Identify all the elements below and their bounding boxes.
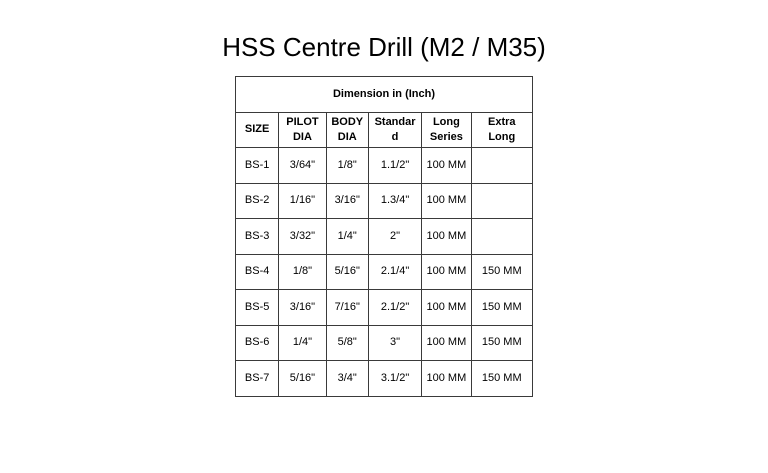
- cell-body-dia: 1/4": [326, 219, 368, 255]
- header-line: Long: [488, 130, 516, 143]
- header-pilot-dia: [279, 112, 326, 148]
- cell-size: BS-4: [236, 254, 279, 290]
- cell-long-series: 100 MM: [422, 325, 471, 361]
- cell-long-series: 100 MM: [422, 290, 471, 326]
- cell-extra-long: [471, 219, 532, 255]
- cell-body-dia: 1/8": [326, 148, 368, 184]
- table-body: [236, 148, 533, 397]
- page-title: HSS Centre Drill (M2 / M35): [222, 32, 546, 62]
- cell-extra-long: [471, 148, 532, 184]
- table-row: [236, 254, 533, 290]
- header-size: [236, 112, 279, 148]
- cell-pilot-dia: 3/64": [279, 148, 326, 184]
- cell-standard: 3": [368, 325, 421, 361]
- cell-pilot-dia: 3/32": [279, 219, 326, 255]
- table-row: [236, 290, 533, 326]
- header-line: Standar: [374, 115, 416, 128]
- cell-long-series: 100 MM: [422, 183, 471, 219]
- header-line: BODY: [331, 115, 364, 128]
- cell-extra-long: 150 MM: [471, 254, 532, 290]
- cell-pilot-dia: 5/16": [279, 361, 326, 397]
- header-line: DIA: [292, 130, 312, 143]
- cell-extra-long: 150 MM: [471, 290, 532, 326]
- cell-size: BS-6: [236, 325, 279, 361]
- cell-size: BS-7: [236, 361, 279, 397]
- cell-size: BS-3: [236, 219, 279, 255]
- header-long-series: [422, 112, 471, 148]
- cell-body-dia: 3/4": [326, 361, 368, 397]
- table-row: [236, 219, 533, 255]
- header-line: d: [391, 130, 399, 143]
- header-line: Series: [429, 130, 463, 143]
- cell-body-dia: 7/16": [326, 290, 368, 326]
- header-line: PILOT: [286, 115, 319, 128]
- group-header-row: [236, 77, 533, 113]
- cell-standard: 2.1/4": [368, 254, 421, 290]
- cell-size: BS-1: [236, 148, 279, 184]
- cell-standard: 1.3/4": [368, 183, 421, 219]
- cell-pilot-dia: 1/4": [279, 325, 326, 361]
- table-row: [236, 148, 533, 184]
- cell-body-dia: 5/8": [326, 325, 368, 361]
- header-line: Long: [432, 115, 460, 128]
- header-body-dia: [326, 112, 368, 148]
- group-header: Dimension in (Inch): [236, 77, 533, 113]
- cell-body-dia: 3/16": [326, 183, 368, 219]
- cell-standard: 3.1/2": [368, 361, 421, 397]
- cell-extra-long: [471, 183, 532, 219]
- cell-size: BS-2: [236, 183, 279, 219]
- cell-size: BS-5: [236, 290, 279, 326]
- cell-standard: 2": [368, 219, 421, 255]
- cell-body-dia: 5/16": [326, 254, 368, 290]
- column-header-row: [236, 112, 533, 148]
- header-line: Extra: [488, 115, 516, 128]
- cell-standard: 2.1/2": [368, 290, 421, 326]
- cell-long-series: 100 MM: [422, 148, 471, 184]
- cell-pilot-dia: 1/8": [279, 254, 326, 290]
- table-row: [236, 361, 533, 397]
- header-standard: [368, 112, 421, 148]
- cell-extra-long: 150 MM: [471, 325, 532, 361]
- cell-standard: 1.1/2": [368, 148, 421, 184]
- header-line: SIZE: [244, 123, 270, 136]
- dimension-table: [235, 76, 533, 397]
- cell-pilot-dia: 3/16": [279, 290, 326, 326]
- cell-extra-long: 150 MM: [471, 361, 532, 397]
- cell-long-series: 100 MM: [422, 219, 471, 255]
- header-extra-long: [471, 112, 532, 148]
- cell-pilot-dia: 1/16": [279, 183, 326, 219]
- table-row: [236, 325, 533, 361]
- header-line: DIA: [337, 130, 357, 143]
- table-row: [236, 183, 533, 219]
- cell-long-series: 100 MM: [422, 361, 471, 397]
- cell-long-series: 100 MM: [422, 254, 471, 290]
